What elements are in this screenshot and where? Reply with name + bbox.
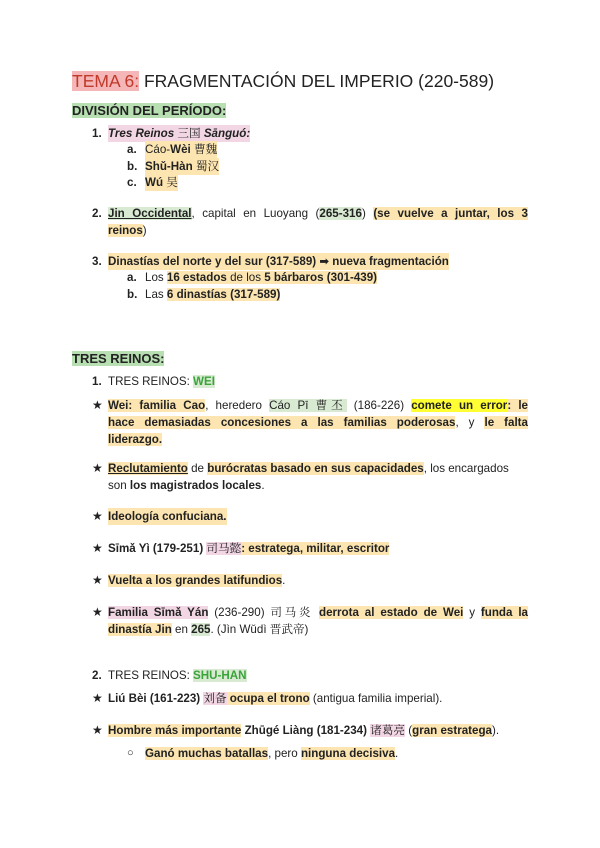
page-title: TEMA 6: FRAGMENTACIÓN DEL IMPERIO (220-589) [72,71,495,91]
list-item-jin-occidental: 2. Jin Occidental, capital en Luoyang (265-316) (se vuelve a juntar, los 3 reinos) [92,207,528,237]
star-bullet-icon: ★ [92,461,103,475]
star-bullet-icon: ★ [92,541,103,555]
star-bullet-icon: ★ [92,691,103,705]
star-bullet-icon: ★ [92,398,103,412]
bullet-wei-familia-cao: ★ Wei: familia Cao, heredero Cáo Pī 曹丕 (186-226) comete un error: le hace demasiadas concesiones a las familias poderosas, y le falta liderazgo. [92,398,528,446]
section-heading-division: DIVISIÓN DEL PERÍODO: [72,103,227,118]
star-bullet-icon: ★ [92,573,103,587]
circle-bullet-icon: ○ [127,747,134,759]
bullet-sima-yan: ★ Familia Sīmǎ Yán (236-290) 司马炎 derrota al estado de Wei y funda la dinastía Jin en 265. (Jìn Wǔdì 晋武帝) [92,605,528,636]
star-bullet-icon: ★ [92,723,103,737]
title-tema: TEMA 6: [72,71,140,91]
section-heading-tres-reinos: TRES REINOS: [72,351,165,366]
star-bullet-icon: ★ [92,605,103,619]
star-bullet-icon: ★ [92,509,103,523]
bullet-reclutamiento: ★ Reclutamiento de burócratas basado en sus capacidades, los encargados son los magistrados locales. [92,461,509,492]
